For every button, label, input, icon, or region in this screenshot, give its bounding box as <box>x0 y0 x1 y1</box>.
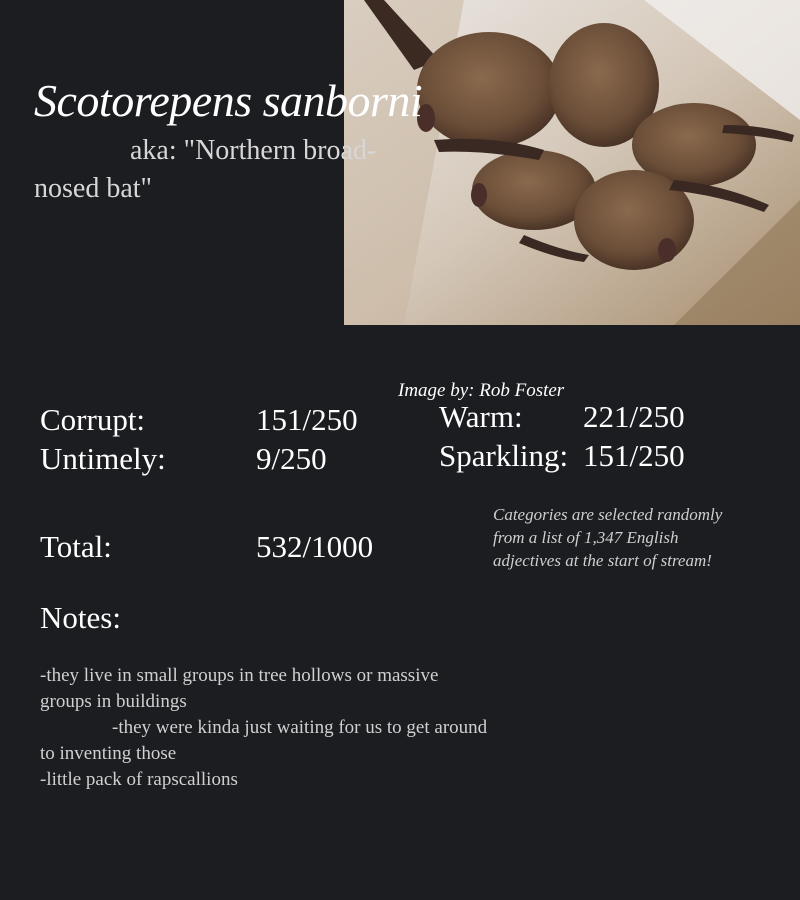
species-title: Scotorepens sanborni <box>34 75 423 126</box>
score-label-sparkling: Sparkling: <box>439 438 569 473</box>
score-value-corrupt: 151/250 <box>256 402 358 437</box>
score-label-corrupt: Corrupt: <box>40 402 146 437</box>
note-item: -they live in small groups in tree hollows or massive groups in buildings <box>40 665 439 712</box>
image-credit: Image by: Rob Foster <box>398 380 565 401</box>
notes-heading: Notes: <box>40 600 121 635</box>
notes-list <box>40 663 490 793</box>
score-value-total: 532/1000 <box>256 529 374 564</box>
score-label-untimely: Untimely: <box>40 441 166 476</box>
score-label-total: Total: <box>40 529 112 564</box>
score-value-sparkling: 151/250 <box>583 438 685 473</box>
note-item: -little pack of rapscallions <box>40 769 238 790</box>
score-value-untimely: 9/250 <box>256 441 327 476</box>
common-name: aka: "Northern broad-nosed bat" <box>34 135 377 204</box>
score-value-warm: 221/250 <box>583 399 685 434</box>
categories-note: Categories are selected randomly from a list of 1,347 English adjectives at the start of stream! <box>493 505 723 570</box>
note-item: -they were kinda just waiting for us to get around to inventing those <box>40 717 488 764</box>
score-label-warm: Warm: <box>439 399 523 434</box>
